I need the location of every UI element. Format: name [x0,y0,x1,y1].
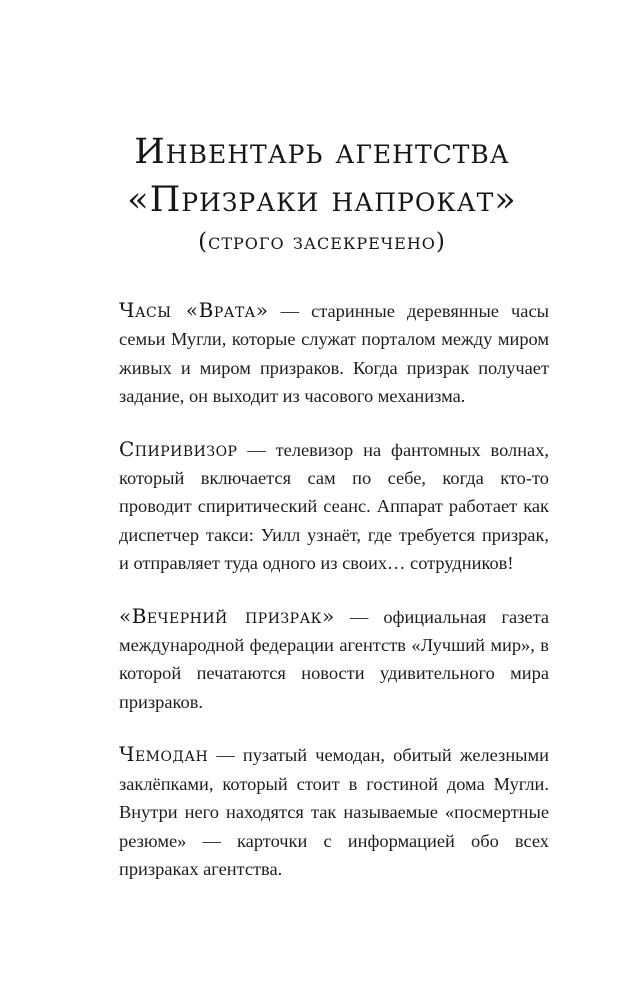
entry-text: — официальная газета международной федерации агентств «Лучший мир», в которой печатаются новости удивительного мира призраков. [119,606,549,712]
entry-term: Спиривизор [119,436,238,461]
entry-term: «Вечерний призрак» [119,603,335,628]
page-title [0,128,644,258]
entry-text: — старинные деревянные часы семьи Мугли, которые служат порталом между миром живых и миром призраков. Когда призрак получает задание, он выходит из часового механизма. [119,301,549,407]
inventory-entry-suitcase [119,740,549,883]
title-line-1: Инвентарь агентства [134,132,510,172]
title-line-2: «Призраки напрокат» [127,180,517,220]
subtitle: (строго засекречено) [198,229,446,255]
entry-text: — пузатый чемодан, обитый железными заклёпками, который стоит в гостиной дома Мугли. Внутри него находятся так называемые «посмертные резюме» — карточки с информацией обо всех призраках агентства. [119,745,549,879]
inventory-entry-newspaper [119,602,549,717]
inventory-entry-clock [119,296,549,411]
inventory-list [119,296,549,883]
entry-term: Чемодан [119,742,209,767]
entry-term: Часы «Врата» [119,298,269,322]
entry-text: — телевизор на фантомных волнах, который включается сам по себе, когда кто-то проводит спиритический сеанс. Аппарат работает как диспетчер такси: Уилл узнаёт, где требуется призрак, и отправляет туда одного из своих… сотрудников! [119,439,549,574]
inventory-entry-spirivisor [119,435,549,578]
